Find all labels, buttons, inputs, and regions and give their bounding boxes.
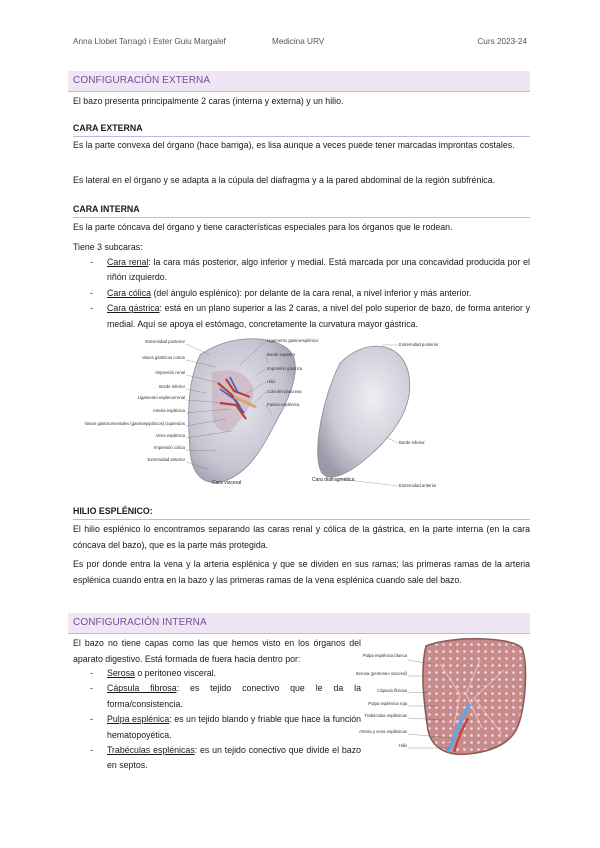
figure-label: Impresión gástrica xyxy=(267,366,303,371)
paragraph: Es la parte cóncava del órgano y tiene características especiales para los órganos que le rodean. xyxy=(73,222,453,232)
figure-label: Hilio xyxy=(398,743,407,748)
term: Cara renal xyxy=(107,257,149,267)
term: Pulpa esplénica xyxy=(107,714,170,725)
paragraph: Es la parte convexa del órgano (hace barriga), es lisa aunque a veces puede tener marcadas improntas costales. xyxy=(73,140,515,150)
spleen-faces-figure xyxy=(84,333,442,493)
figure-label: Extremidad anterior xyxy=(399,483,437,488)
list-item xyxy=(90,286,530,301)
figure-label: Extremidad posterior xyxy=(399,342,439,347)
list-item xyxy=(90,255,530,286)
figure-label: Vena esplénica xyxy=(155,433,185,438)
figure-label: Borde inferior xyxy=(159,384,185,389)
section-title: CONFIGURACIÓN INTERNA xyxy=(73,617,207,628)
section-bar-config-interna xyxy=(68,613,530,634)
list-item xyxy=(90,743,361,774)
figure-label: Impresión cólica xyxy=(153,445,185,450)
definition: : es tejido conectivo que le da la forma/consistencia. xyxy=(107,683,361,709)
paragraph: El hilio esplénico lo encontramos separando las caras renal y cólica de la gástrica, en la parte interna (en la cara cóncava del bazo), que es la parte más protegida. xyxy=(73,524,530,550)
header-course: Curs 2023-24 xyxy=(477,37,527,46)
section-title: CONFIGURACIÓN EXTERNA xyxy=(73,75,211,86)
definition: : es un tejido blando y friable que hace la función hematopoyética. xyxy=(107,714,361,740)
term: Cara cólica xyxy=(107,287,152,298)
header-subject: Medicina URV xyxy=(272,37,325,46)
figure-label: Arteria esplénica xyxy=(152,408,185,413)
figure-caption: Cara visceral xyxy=(212,480,242,486)
figure-label: Impresión renal xyxy=(155,370,185,375)
figure-label: Pulpa esplénica roja xyxy=(368,701,407,706)
figure-label: Arteria y vena esplénicas xyxy=(358,729,407,734)
list-item xyxy=(90,666,361,681)
spleen-diaphragmatic-shape xyxy=(318,346,410,477)
paragraph: Tiene 3 subcaras: xyxy=(73,242,143,252)
term: Trabéculas esplénicas xyxy=(107,745,195,756)
subheading-cara-interna: CARA INTERNA xyxy=(73,204,530,218)
subheading-hilio: HILIO ESPLÉNICO: xyxy=(73,506,530,520)
paragraph: El bazo no tiene capas como las que hemos visto en los órganos del aparato digestivo. Está formada de fuera hacia dentro por: xyxy=(73,638,361,664)
capas-list xyxy=(90,666,361,774)
paragraph: Es lateral en el órgano y se adapta a la cúpula del diafragma y a la pared abdominal de la región subfrénica. xyxy=(73,175,496,185)
list-item xyxy=(90,712,361,743)
figure-label: Extremidad posterior xyxy=(145,339,185,344)
definition: (del ángulo esplénico): por delante de la cara renal, a nivel inferior y más anterior. xyxy=(151,287,472,298)
figure-label: Hilio xyxy=(267,379,276,384)
paragraph: El bazo presenta principalmente 2 caras (interna y externa) y un hilio. xyxy=(73,96,344,106)
figure-label: Vasos gástricos cortos xyxy=(142,355,185,360)
figure-label: Cápsula fibrosa xyxy=(377,688,407,693)
definition: : está en un plano superior a las 2 caras, a nivel del polo superior de bazo, de forma anterior y medial. Aquí se apoya el estómago, concretamente la curvatura mayor gástrica. xyxy=(107,303,530,329)
definition: o peritoneo visceral. xyxy=(134,668,217,678)
figure-label: Borde superior xyxy=(267,352,296,357)
figure-label: Extremidad anterior xyxy=(147,457,185,462)
term: Serosa xyxy=(107,668,135,678)
spleen-internal-figure xyxy=(355,634,530,756)
subheading-cara-externa: CARA EXTERNA xyxy=(73,123,530,137)
header-authors: Anna Llobet Tarragó i Ester Guiu Margalef xyxy=(73,37,226,46)
figure-label: Ligamento esplenorrenal xyxy=(137,395,185,400)
term: Cápsula fibrosa xyxy=(107,683,177,694)
figure-label: Fascia esplénica xyxy=(267,402,300,407)
left-labels xyxy=(85,339,186,462)
paragraph: Es por donde entra la vena y la arteria esplénica y que se dividen en sus ramas; las primeras ramas de la arteria esplénica cuando entra en la bazo y las primeras ramas de la vena esplénica cuando sale del bazo. xyxy=(73,559,530,585)
spleen-section-shape xyxy=(423,639,526,755)
figure-label: Pulpa esplénica blanca xyxy=(362,653,407,658)
page-header xyxy=(73,37,527,49)
figure-label: Cola del páncreas xyxy=(267,389,302,394)
list-item xyxy=(90,301,530,332)
figure-label: Serosa (peritoneo visceral) xyxy=(355,671,407,676)
list-item xyxy=(90,681,361,712)
figure-caption: Cara diafragmática xyxy=(312,477,355,483)
definition: : la cara más posterior, algo inferior y medial. Está marcada por una concavidad producida por el riñón izquierdo. xyxy=(107,257,530,283)
definition: : es un tejido conectivo que divide el bazo en septos. xyxy=(107,745,361,771)
figure-label: Ligamento gastroesplénico xyxy=(267,338,319,343)
figure-label: Vasos gastroomentales (gastroepiploicos) izquierdos xyxy=(84,421,185,426)
subcaras-list xyxy=(90,255,530,332)
figure-label: Trabéculas esplénicas xyxy=(364,713,407,718)
term: Cara gástrica xyxy=(107,303,160,314)
figure-label: Borde inferior xyxy=(399,440,425,445)
section-bar-config-externa xyxy=(68,71,530,92)
